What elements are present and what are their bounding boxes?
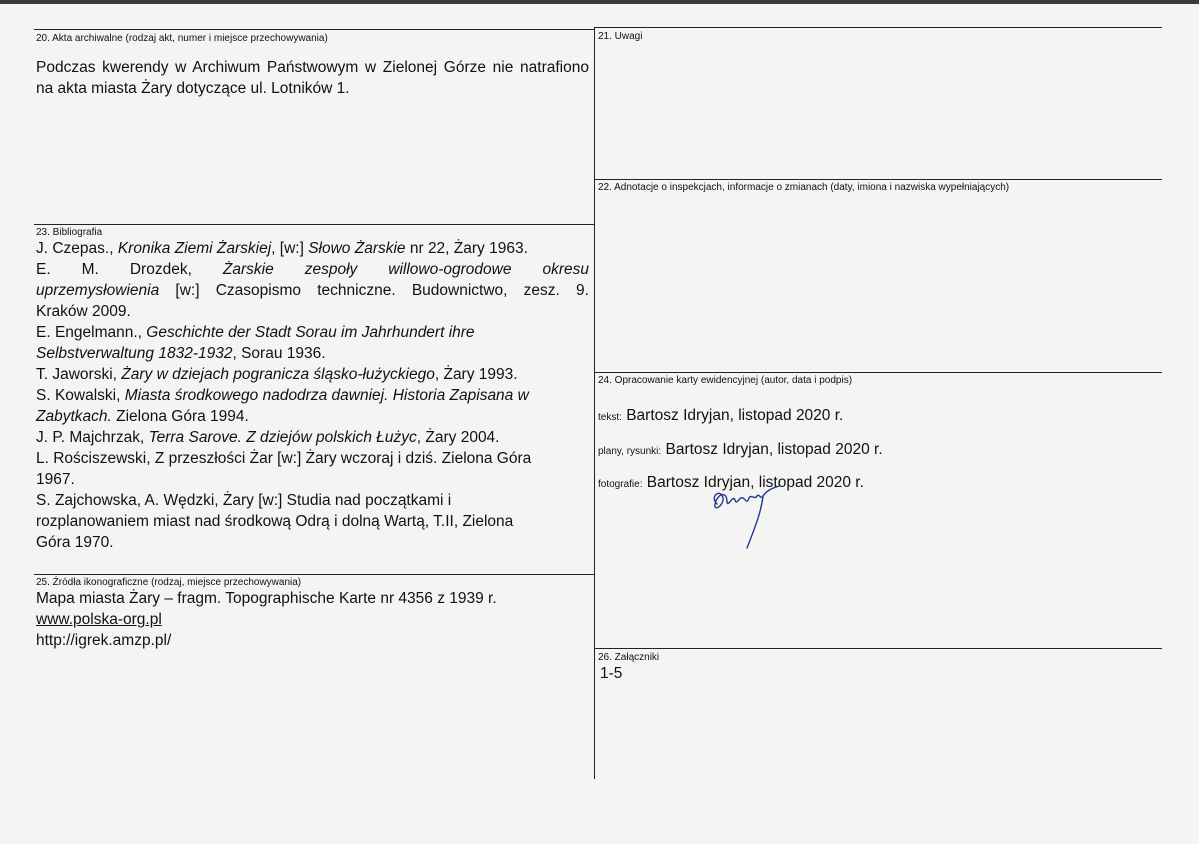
attachments-value: 1-5 bbox=[600, 665, 623, 682]
section-24-label: 24. Opracowanie karty ewidencyjnej (autor, data i podpis) bbox=[598, 375, 853, 386]
section-23-label: 23. Bibliografia bbox=[36, 227, 103, 238]
bibliography-list bbox=[36, 238, 589, 553]
bibliography-item-cont: Kraków 2009. bbox=[36, 303, 131, 320]
divider-center bbox=[594, 27, 595, 779]
author-row-value: Bartosz Idryjan, listopad 2020 r. bbox=[665, 441, 883, 458]
bibliography-item-cont: Góra 1970. bbox=[36, 534, 114, 551]
iconography-map-source: Mapa miasta Żary – fragm. Topographische Karte nr 4356 z 1939 r. bbox=[36, 590, 497, 607]
bibliography-item: S. Zajchowska, A. Wędzki, Żary [w:] Studia nad początkami i bbox=[36, 492, 452, 509]
bibliography-item-cont: 1967. bbox=[36, 471, 75, 488]
bibliography-item-cont: Zabytkach. Zielona Góra 1994. bbox=[36, 408, 249, 425]
bibliography-item: L. Rościszewski, Z przeszłości Żar [w:] Żary wczoraj i dziś. Zielona Góra bbox=[36, 450, 532, 467]
author-row-value: Bartosz Idryjan, listopad 2020 r. bbox=[646, 474, 864, 491]
bibliography-item-cont: rozplanowaniem miast nad środkową Odrą i dolną Wartą, T.II, Zielona bbox=[36, 513, 514, 530]
divider-20-23 bbox=[34, 224, 594, 225]
iconography-sources bbox=[36, 588, 589, 651]
bibliography-item: T. Jaworski, Żary w dziejach pogranicza śląsko-łużyckiego, Żary 1993. bbox=[36, 366, 518, 383]
author-row-key: plany, rysunki: bbox=[598, 446, 662, 457]
section-22-label: 22. Adnotacje o inspekcjach, informacje o zmianach (daty, imiona i nazwiska wypełniających) bbox=[598, 182, 1010, 193]
handwritten-signature bbox=[703, 484, 783, 550]
divider-22-24 bbox=[594, 372, 1162, 373]
bibliography-item-cont: Selbstverwaltung 1832-1932, Sorau 1936. bbox=[36, 345, 326, 362]
author-row-key: fotografie: bbox=[598, 479, 643, 490]
bibliography-item: J. P. Majchrzak, Terra Sarove. Z dziejów polskich Łużyc, Żary 2004. bbox=[36, 429, 500, 446]
section-26-label: 26. Załączniki bbox=[598, 652, 660, 663]
section-20-text: Podczas kwerendy w Archiwum Państwowym w Zielonej Górze nie natrafiono na akta miasta Żary dotyczące ul. Lotników 1. bbox=[36, 59, 589, 97]
divider-top-right bbox=[594, 27, 1162, 28]
section-20-label: 20. Akta archiwalne (rodzaj akt, numer i miejsce przechowywania) bbox=[36, 33, 328, 44]
author-row-key: tekst: bbox=[598, 412, 622, 423]
author-row-text bbox=[598, 405, 843, 428]
bibliography-item-cont: uprzemysłowienia [w:] Czasopismo techniczne. Budownictwo, zesz. 9. bbox=[36, 282, 589, 299]
bibliography-item: J. Czepas., Kronika Ziemi Żarskiej, [w:] Słowo Żarskie nr 22, Żary 1963. bbox=[36, 240, 528, 257]
divider-24-26 bbox=[594, 648, 1162, 649]
iconography-link-polska-org[interactable]: www.polska-org.pl bbox=[36, 611, 162, 628]
section-25-label: 25. Źródła ikonograficzne (rodzaj, miejsce przechowywania) bbox=[36, 577, 302, 588]
scan-top-edge bbox=[0, 0, 1199, 4]
bibliography-item: E. Engelmann., Geschichte der Stadt Sorau im Jahrhundert ihre bbox=[36, 324, 475, 341]
author-row-value: Bartosz Idryjan, listopad 2020 r. bbox=[626, 407, 844, 424]
divider-23-25 bbox=[34, 574, 594, 575]
section-21-label: 21. Uwagi bbox=[598, 31, 643, 42]
iconography-link-igrek[interactable]: http://igrek.amzp.pl/ bbox=[36, 632, 172, 649]
author-row-plans bbox=[598, 439, 883, 462]
divider-top-left bbox=[34, 29, 594, 30]
bibliography-item: E. M. Drozdek, Żarskie zespoły willowo-ogrodowe okresu bbox=[36, 261, 589, 278]
divider-21-22 bbox=[594, 179, 1162, 180]
bibliography-item: S. Kowalski, Miasta środkowego nadodrza dawniej. Historia Zapisana w bbox=[36, 387, 529, 404]
